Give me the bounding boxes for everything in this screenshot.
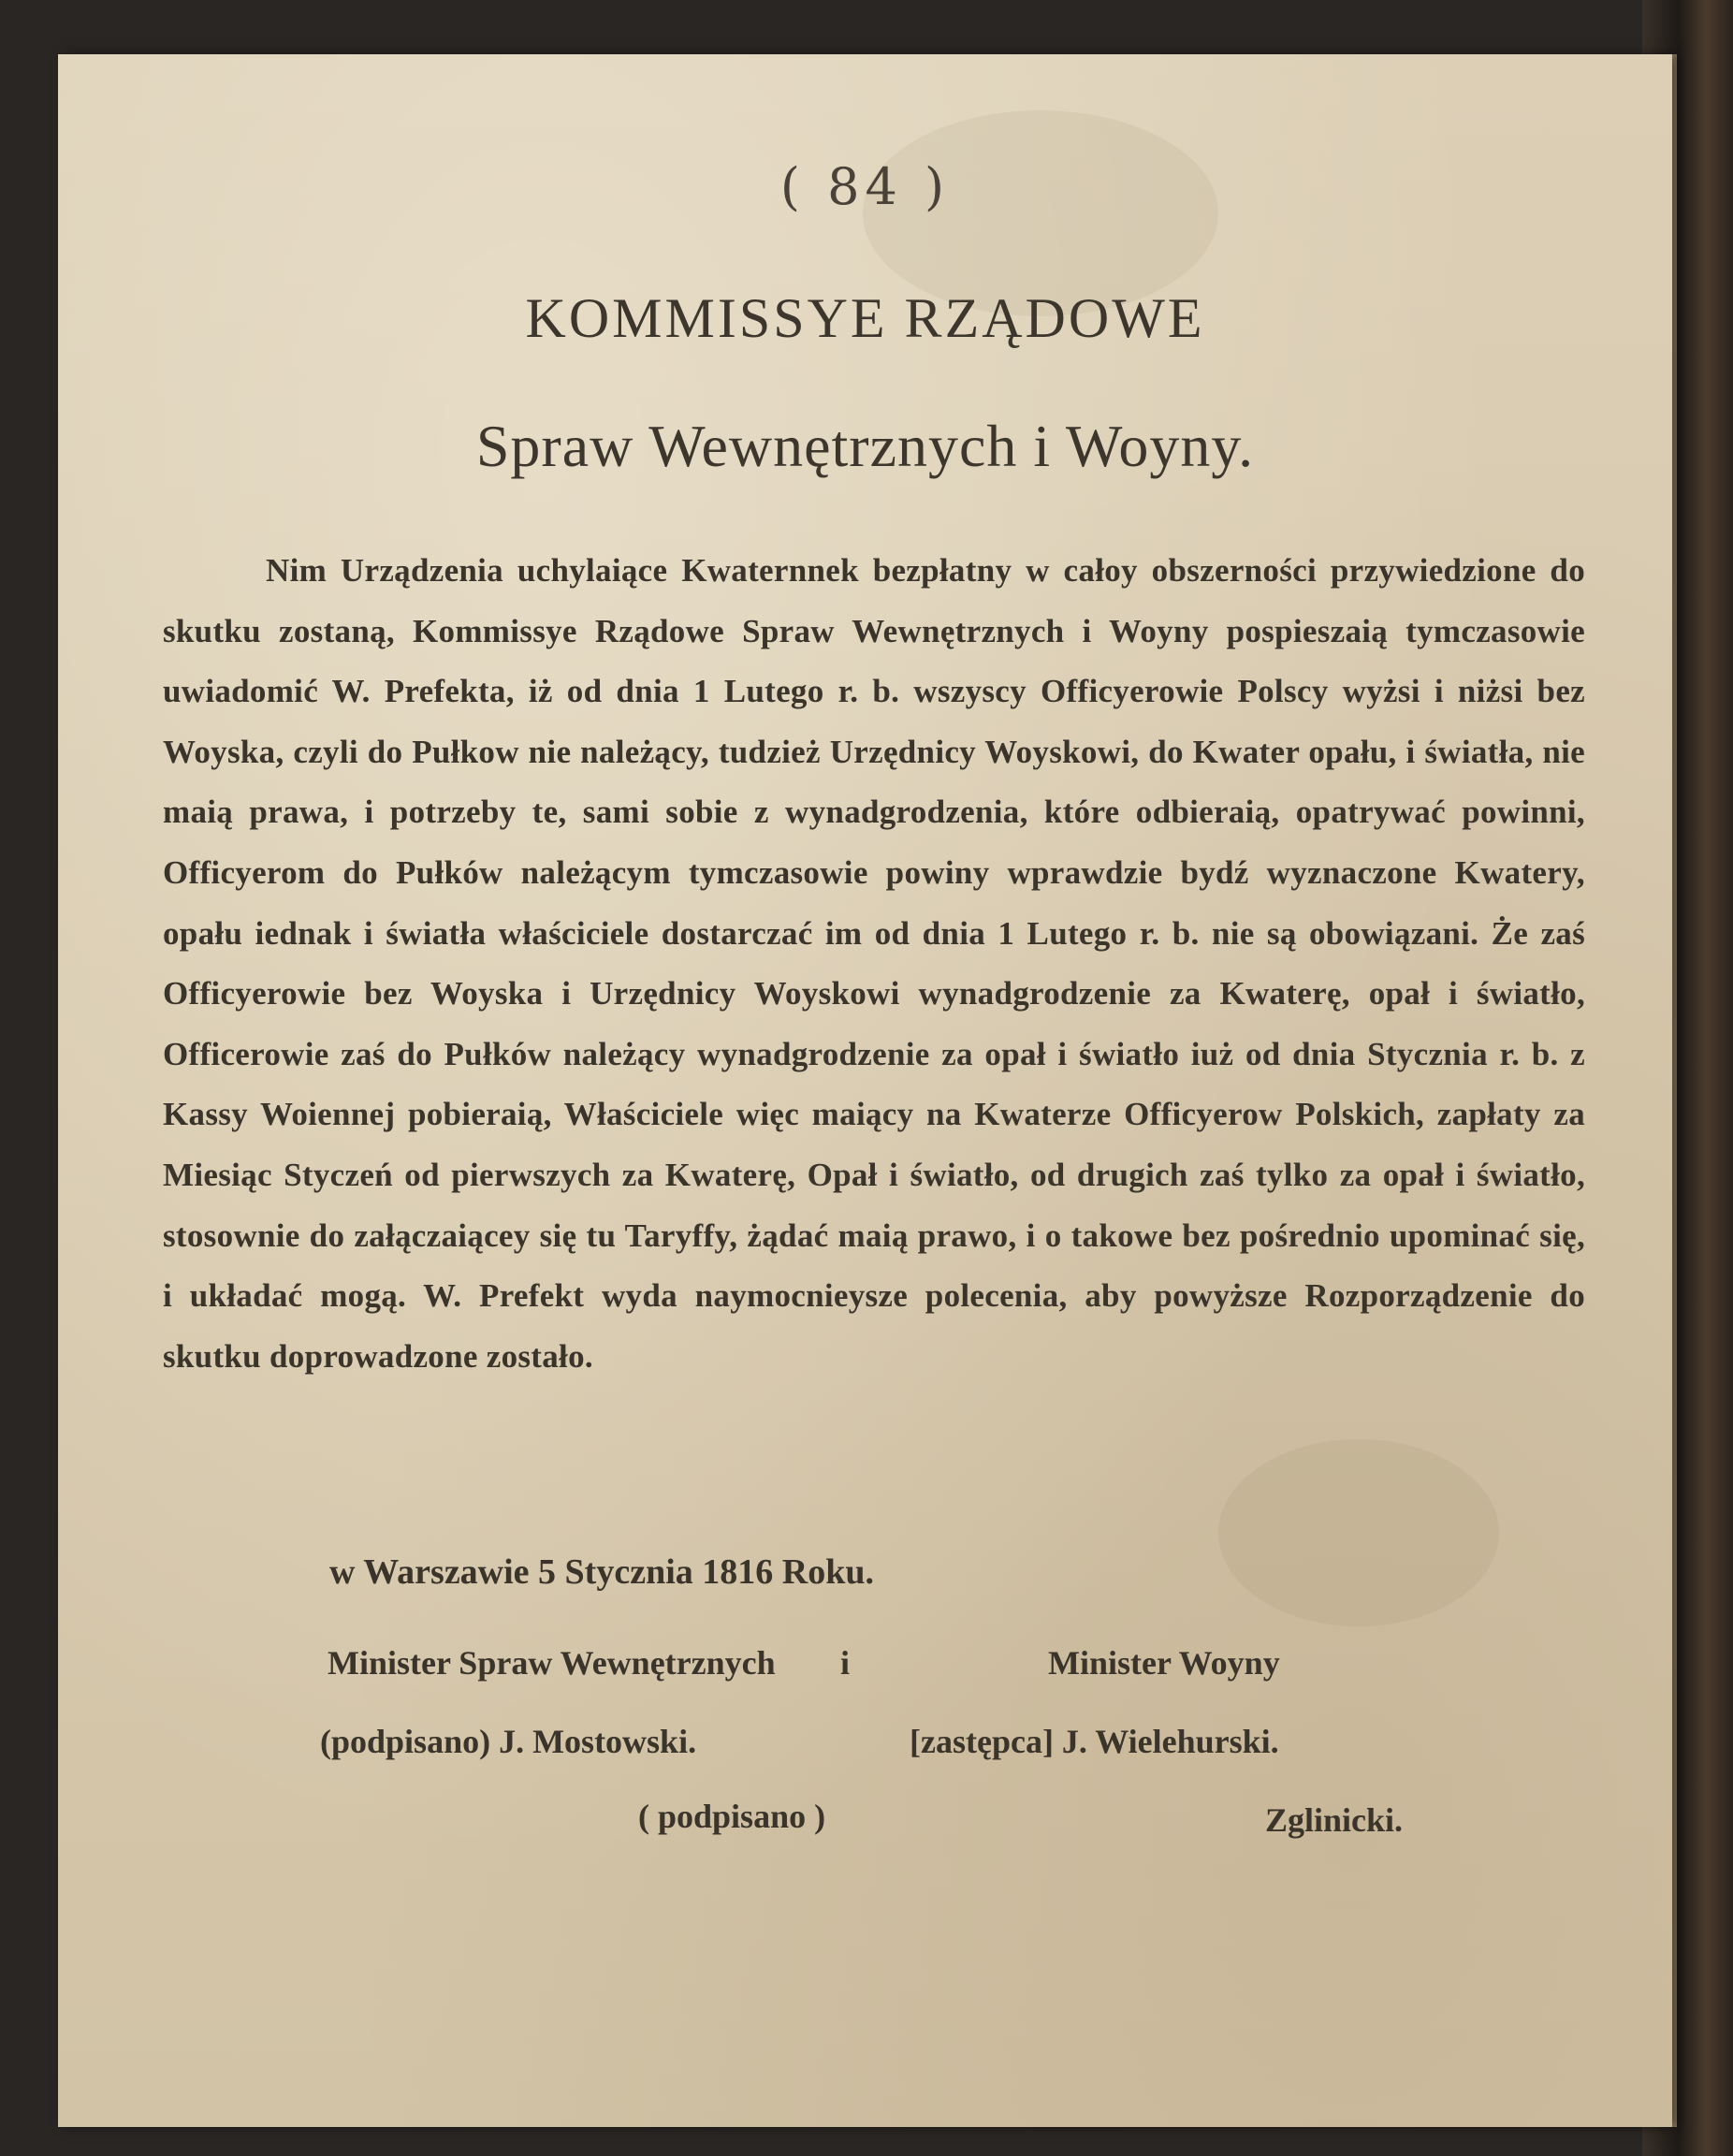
page-title: KOMMISSYE RZĄDOWE bbox=[525, 287, 1205, 349]
left-signature-name: (podpisano) J. Mostowski. bbox=[320, 1723, 697, 1760]
bottom-signed-note: ( podpisano ) bbox=[638, 1798, 826, 1835]
body-paragraph: Nim Urządzenia uchylaiące Kwaternnek bezpłatny w całoy obszerności przywiedzione do skutku zostaną, Kommissye Rządowe Spraw Wewnętrznych i Woyny pospieszaią tymczasowie uwiadomić W. Prefekta, iż od dnia 1 Lutego r. b. wszyscy Officyerowie Polscy wyżsi i niżsi bez Woyska, czyli do Pułkow nie należący, tudzież Urzędnicy Woyskowi, do Kwater opału, i światła, nie maią prawa, i potrzeby te, sami sobie z wynadgrodzenia, które odbieraią, opatrywać powinni, Officyerom do Pułków należącym tymczasowie powiny wprawdzie bydź wyznaczone Kwatery, opału iednak i światła właściciele dostarczać im od dnia 1 Lutego r. b. nie są obowiązani. Że zaś Officyerowie bez Woyska i Urzędnicy Woyskowi wynadgrodzenie za Kwaterę, opał i światło, Officerowie zaś do Pułków należący wynadgrodzenie za opał i światło iuż od dnia Stycznia r. b. z Kassy Woiennej pobieraią, Właściciele więc maiący na Kwaterze Officyerow Polskich, zapłaty za Miesiąc Styczeń od pierwszych za Kwaterę, Opał i światło, od drugich zaś tylko za opał i światło, stosownie do załączaiącey się tu Taryffy, żądać maią prawo, i o takowe bez pośrednio upominać się, i układać mogą. W. Prefekt wyda naymocnieysze polecenia, aby powyższe Rozporządzenie do skutku doprowadzone zostało. bbox=[163, 552, 1585, 1375]
document-page bbox=[58, 54, 1672, 2127]
left-signature-title: Minister Spraw Wewnętrznych bbox=[328, 1644, 776, 1682]
right-signature-title: Minister Woyny bbox=[1048, 1644, 1280, 1682]
stain bbox=[1218, 1439, 1499, 1626]
page-subtitle: Spraw Wewnętrznych i Woyny. bbox=[475, 413, 1255, 479]
page-number: ( 84 ) bbox=[779, 157, 951, 216]
signature-connector: i bbox=[840, 1644, 851, 1682]
right-signature-name: [zastępca] J. Wielehurski. bbox=[910, 1723, 1279, 1760]
date-line: w Warszawie 5 Stycznia 1816 Roku. bbox=[329, 1552, 874, 1592]
bottom-signature-name: Zglinicki. bbox=[1265, 1801, 1404, 1839]
